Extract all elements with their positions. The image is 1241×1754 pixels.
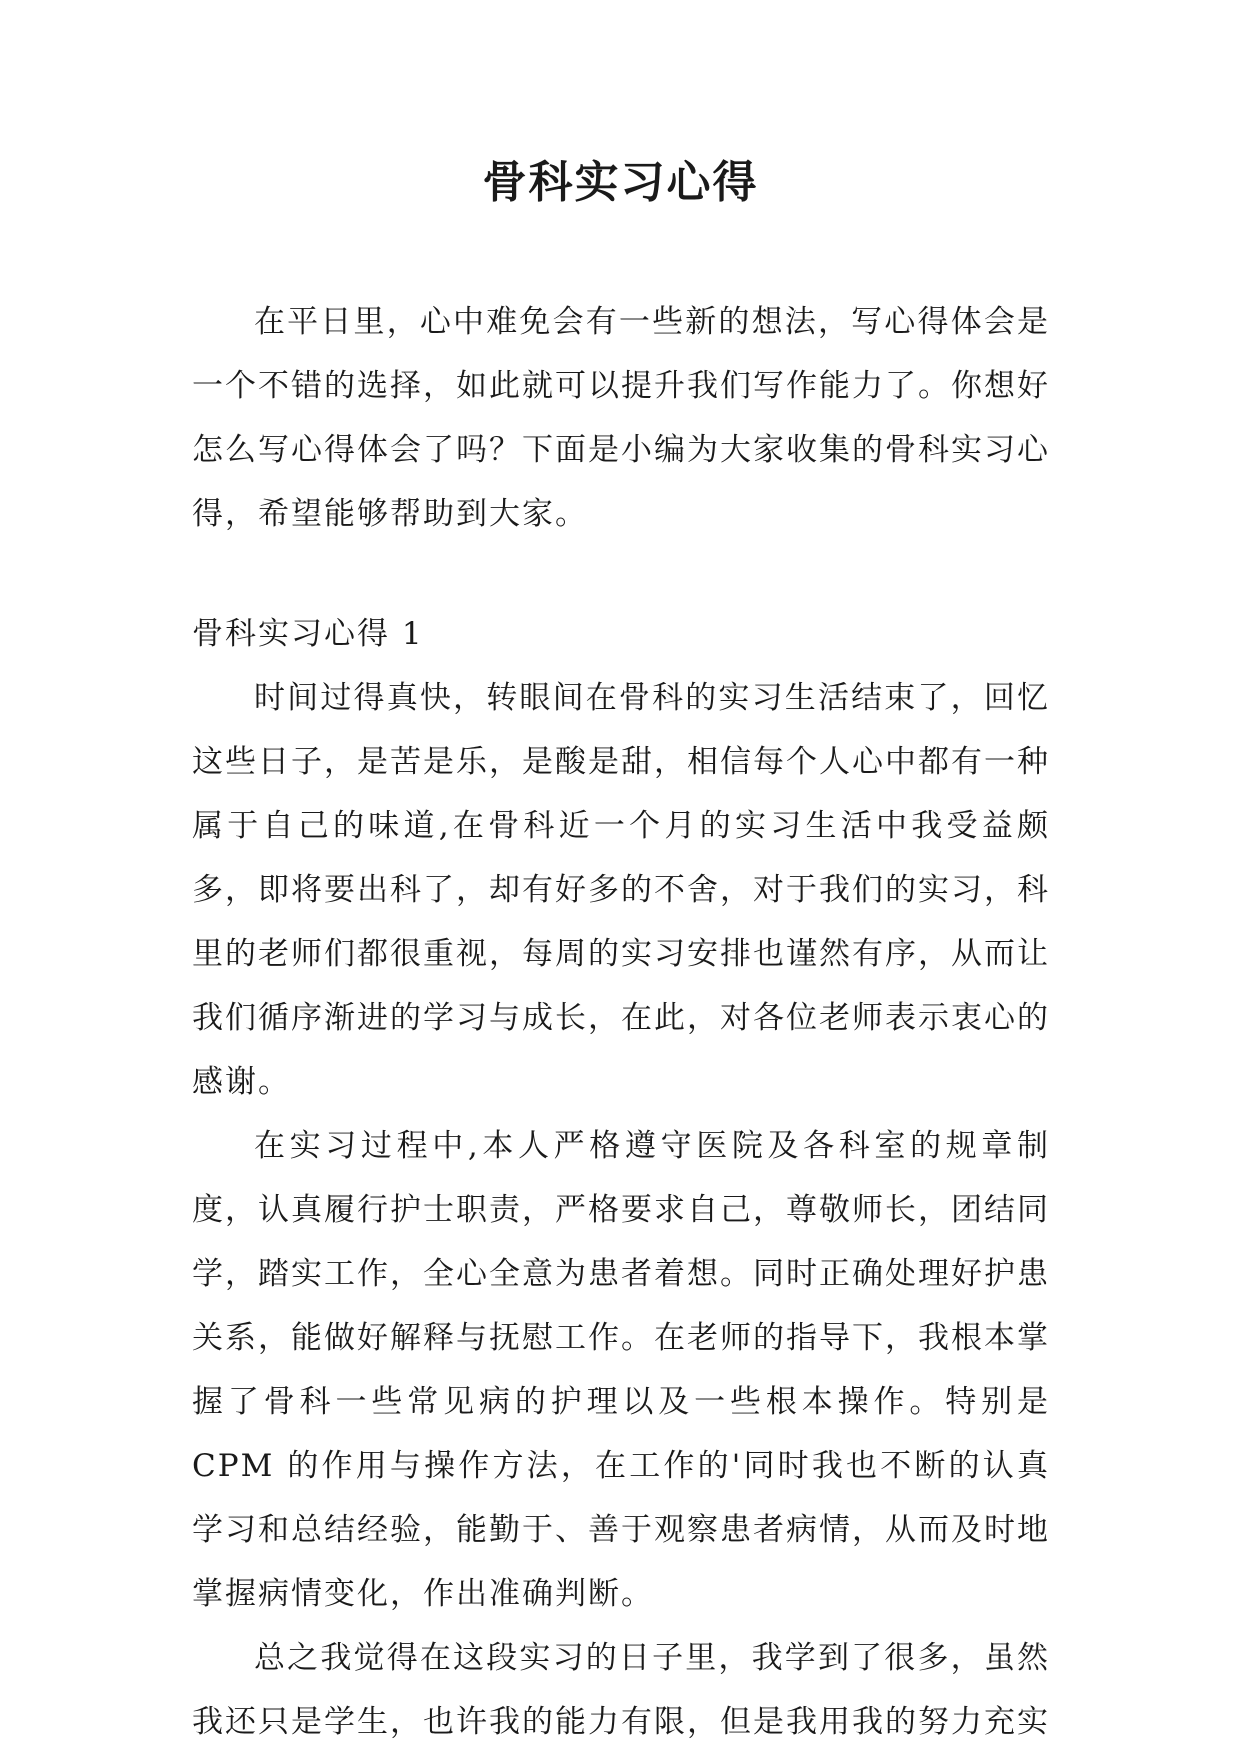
intro-paragraph: 在平日里，心中难免会有一些新的想法，写心得体会是一个不错的选择，如此就可以提升我们写作能力了。你想好怎么写心得体会了吗？下面是小编为大家收集的骨科实习心得，希望能够帮助到大家。 (192, 304, 1050, 532)
document-body (192, 290, 1050, 1754)
body-paragraph-1: 时间过得真快，转眼间在骨科的实习生活结束了，回忆这些日子，是苦是乐，是酸是甜，相信每个人心中都有一种属于自己的味道,在骨科近一个月的实习生活中我受益颇多，即将要出科了，却有好多的不舍，对于我们的实习，科里的老师们都很重视，每周的实习安排也谨然有序，从而让我们循序渐进的学习与成长，在此，对各位老师表示衷心的感谢。 (192, 680, 1050, 1100)
body-paragraph-2: 在实习过程中,本人严格遵守医院及各科室的规章制度，认真履行护士职责，严格要求自己，尊敬师长，团结同学，踏实工作，全心全意为患者着想。同时正确处理好护患关系，能做好解释与抚慰工作。在老师的指导下，我根本掌握了骨科一些常见病的护理以及一些根本操作。特别是 CPM 的作用与操作方法，在工作的'同时我也不断的认真学习和总结经验，能勤于、善于观察患者病情，从而及时地掌握病情变化，作出准确判断。 (192, 1128, 1050, 1612)
section-spacer (192, 546, 1050, 602)
document-title: 骨科实习心得 (482, 157, 759, 208)
section-heading: 骨科实习心得 1 (192, 616, 424, 652)
body-paragraph-3: 总之我觉得在这段实习的日子里，我学到了很多，虽然我还只是学生，也许我的能力有限，但是我用我的努力充实 (192, 1640, 1050, 1740)
